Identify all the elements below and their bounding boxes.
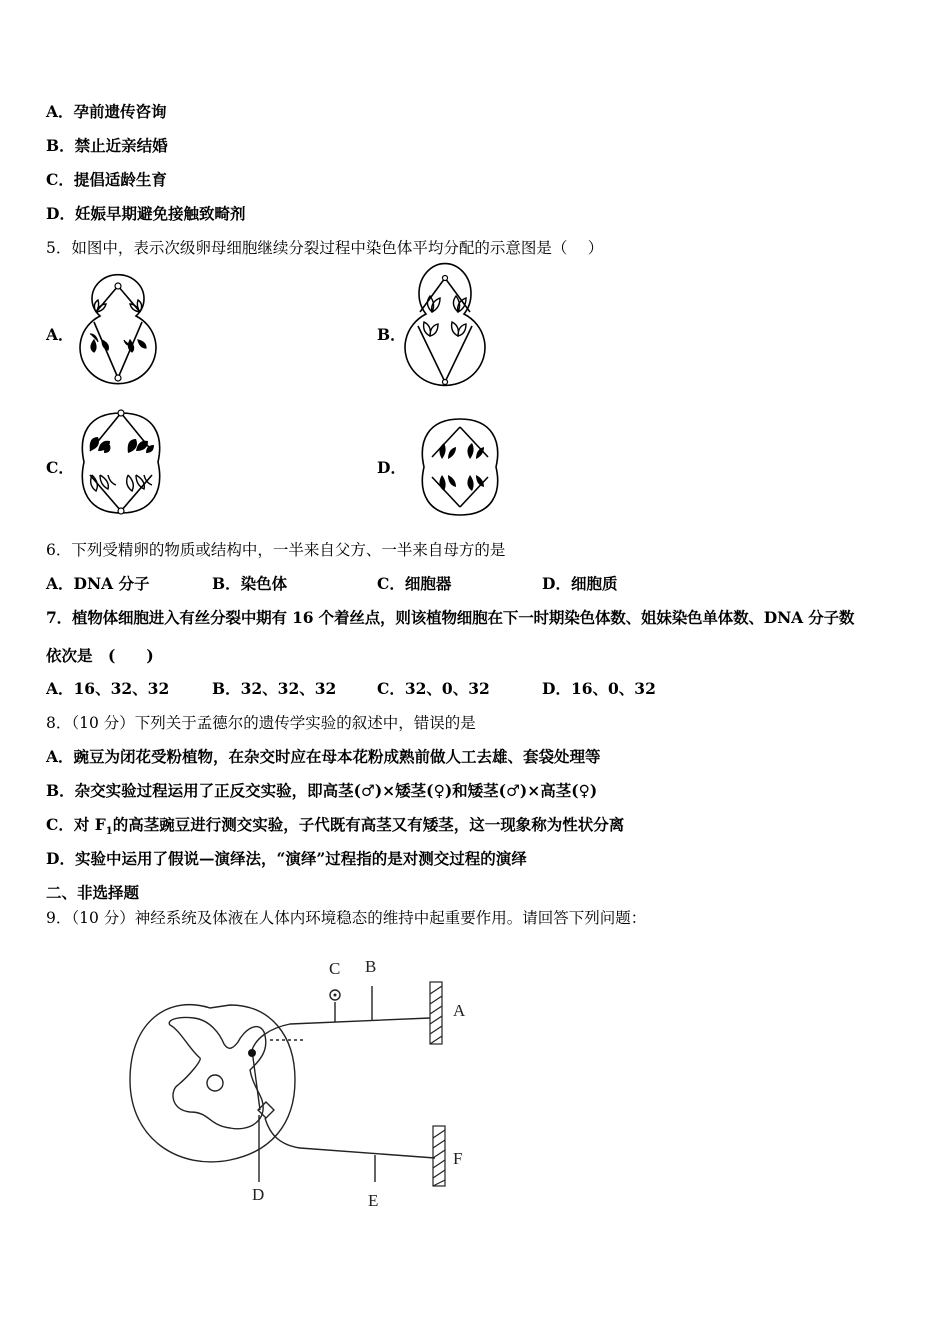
q9-label-a: A xyxy=(453,1001,466,1020)
q8-option-d: D．实验中运用了假说—演绎法，“演绎”过程指的是对测交过程的演绎 xyxy=(46,849,527,868)
q8-option-a: A．豌豆为闭花受粉植物，在杂交时应在母本花粉成熟前做人工去雄、套袋处理等 xyxy=(46,747,601,766)
q6-stem: 6．下列受精卵的物质或结构中，一半来自父方、一半来自母方的是 xyxy=(46,541,506,559)
q5-label-a: A． xyxy=(46,325,74,344)
q5-label-b: B． xyxy=(377,325,406,344)
q9-label-f: F xyxy=(453,1149,463,1168)
q5-figure-b xyxy=(400,270,490,388)
q5-figure-a xyxy=(78,280,158,384)
q4-option-c: C．提倡适龄生育 xyxy=(46,170,167,189)
section-title-nonchoice: 二、非选择题 xyxy=(46,883,140,902)
q7-stem-line1: 7．植物体细胞进入有丝分裂中期有 16 个着丝点，则该植物细胞在下一时期染色体数、姐妹染色单体数、DNA 分子数 xyxy=(46,608,855,627)
q8-stem: 8．（10 分）下列关于孟德尔的遗传学实验的叙述中，错误的是 xyxy=(46,714,476,732)
q9-reflex-arc-diagram xyxy=(120,950,480,1220)
q9-label-c: C xyxy=(329,959,341,978)
q6-option-a: A．DNA 分子 xyxy=(46,574,150,593)
q8-option-b: B．杂交实验过程运用了正反交实验，即高茎(♂)×矮茎(♀)和矮茎(♂)×高茎(♀) xyxy=(46,781,598,800)
q7-option-b: B．32、32、32 xyxy=(212,679,337,698)
q7-option-c: C．32、0、32 xyxy=(377,679,490,698)
q9-label-b: B xyxy=(365,957,377,976)
q7-option-d: D．16、0、32 xyxy=(542,679,656,698)
q9-label-d: D xyxy=(252,1185,265,1204)
q9-label-e: E xyxy=(368,1191,379,1210)
q5-label-c: C． xyxy=(46,458,74,477)
q4-option-b: B．禁止近亲结婚 xyxy=(46,136,168,155)
q4-option-d: D．妊娠早期避免接触致畸剂 xyxy=(46,204,246,223)
q6-option-b: B．染色体 xyxy=(212,574,288,593)
q5-figure-c xyxy=(78,405,164,519)
q5-figure-d xyxy=(418,413,502,521)
q5-stem: 5．如图中，表示次级卵母细胞继续分裂过程中染色体平均分配的示意图是（ ） xyxy=(46,239,604,257)
q8-option-c: C．对 $F_1$的高茎豌豆进行测交实验，子代既有高茎又有矮茎，这一现象称为性状分离 xyxy=(46,815,625,838)
q5-label-d: D． xyxy=(377,458,406,477)
q6-option-c: C．细胞器 xyxy=(377,574,452,593)
q4-option-a: A．孕前遗传咨询 xyxy=(46,102,167,121)
q7-option-a: A．16、32、32 xyxy=(46,679,170,698)
q9-stem: 9．（10 分）神经系统及体液在人体内环境稳态的维持中起重要作用。请回答下列问题： xyxy=(46,909,647,927)
q7-stem-line2: 依次是 ( ) xyxy=(46,646,154,665)
q6-option-d: D．细胞质 xyxy=(542,574,618,593)
